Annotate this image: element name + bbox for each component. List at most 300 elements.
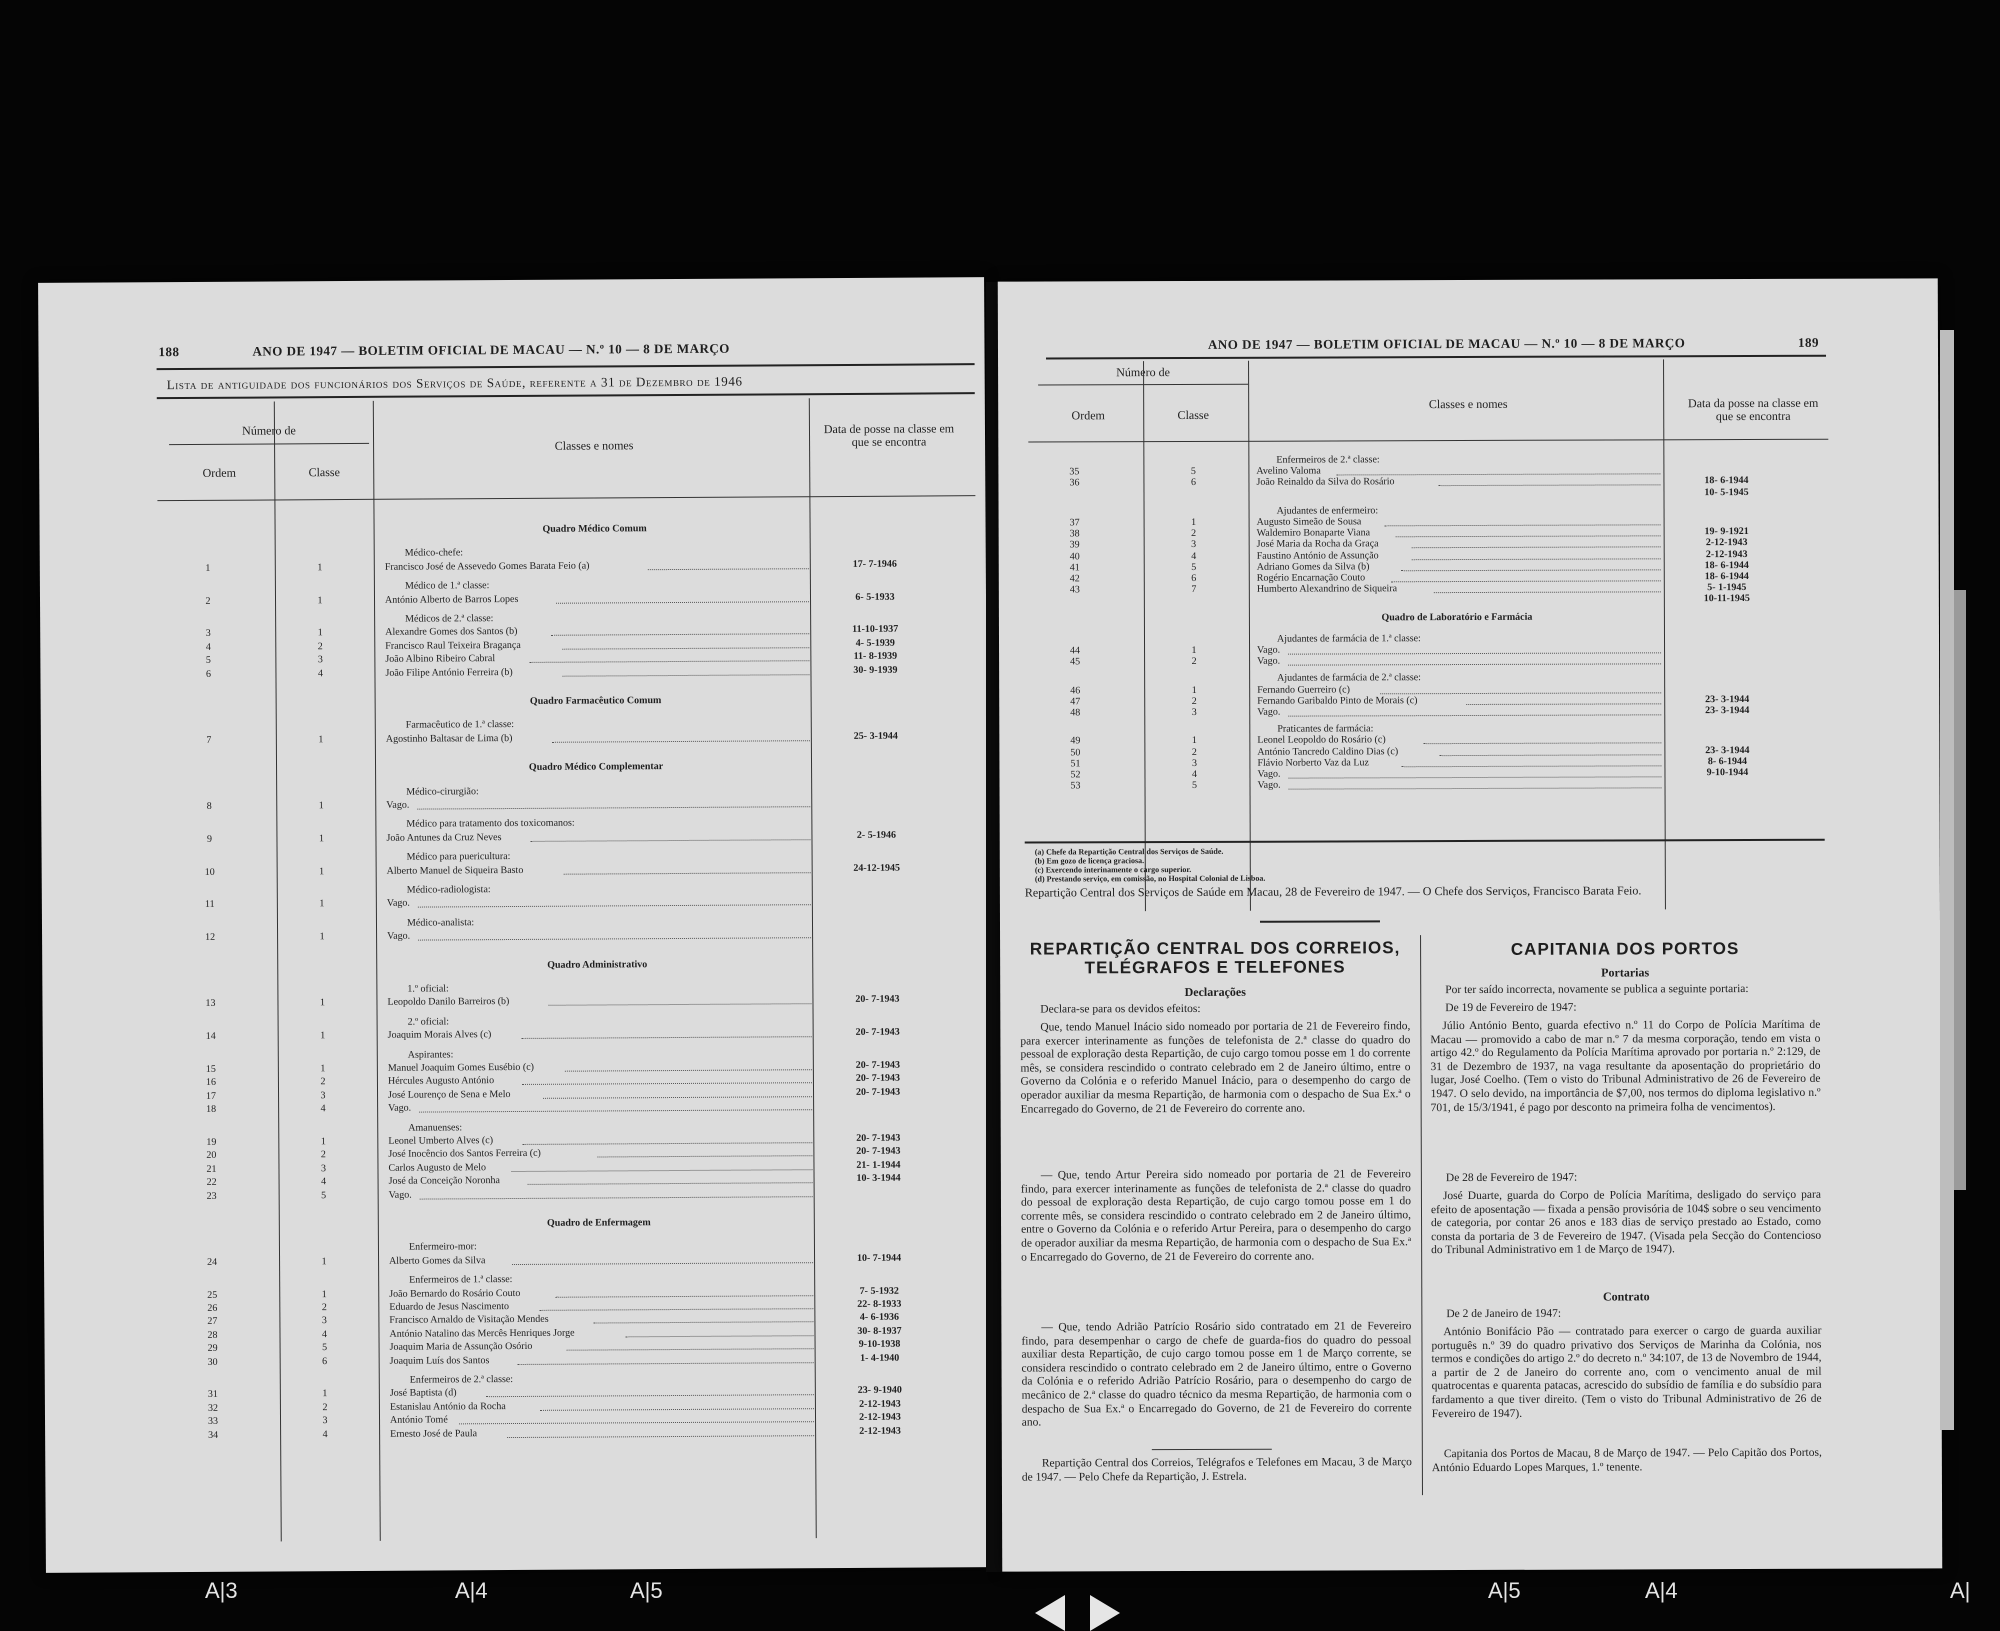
ordem-cell: 20 xyxy=(193,1150,229,1162)
prev-arrow-icon[interactable] xyxy=(1035,1595,1065,1631)
name-cell: Rogério Encarnação Couto xyxy=(1257,572,1365,584)
classe-cell: 1 xyxy=(312,931,332,943)
leader-dots xyxy=(555,1286,813,1298)
col-divider xyxy=(1663,359,1666,909)
footnote: (a) Chefe da Repartição Central dos Serviços de Saúde. xyxy=(1035,847,1224,858)
table-row xyxy=(44,1252,990,1270)
name-cell: João Filipe António Ferreira (b) xyxy=(385,667,512,680)
date-cell: 18- 6-1944 xyxy=(1687,571,1767,583)
capitania-date-1: De 19 de Fevereiro de 1947: xyxy=(1445,1001,1820,1016)
classe-cell: 2 xyxy=(1184,696,1204,708)
name-cell: Faustino António de Assunção xyxy=(1257,550,1379,562)
classe-cell: 1 xyxy=(312,998,332,1010)
ordem-cell: 14 xyxy=(193,1031,229,1043)
ordem-cell: 24 xyxy=(194,1257,230,1269)
date-cell: 21- 1-1944 xyxy=(838,1159,918,1171)
classe-cell: 4 xyxy=(314,1176,334,1188)
classe-cell: 1 xyxy=(1184,517,1204,529)
name-cell: Humberto Alexandrino de Siqueira xyxy=(1257,583,1397,595)
category-label: Médicos de 2.ª classe: xyxy=(405,613,493,626)
ordem-cell: 42 xyxy=(1057,573,1093,585)
leader-dots xyxy=(530,651,810,663)
ordem-cell: 23 xyxy=(194,1190,230,1202)
date-cell: 11- 8-1939 xyxy=(835,651,915,663)
category-label: Amanuenses: xyxy=(408,1122,462,1134)
col-classe: Classe xyxy=(1143,409,1243,422)
ordem-cell: 9 xyxy=(191,834,227,846)
category-label: Médico-chefe: xyxy=(405,548,463,560)
ordem-cell: 36 xyxy=(1056,478,1092,490)
leader-dots xyxy=(1440,745,1662,756)
category-label: Praticantes de farmácia: xyxy=(1277,724,1373,736)
name-cell: António Tomé xyxy=(390,1415,448,1427)
col-data: Data da posse na classe em que se encontra xyxy=(1678,397,1828,424)
name-cell: Fernando Garibaldo Pinto de Morais (c) xyxy=(1257,695,1417,708)
leader-dots xyxy=(551,625,809,637)
date-cell: 18- 6-1944 xyxy=(1686,475,1766,487)
classe-cell: 2 xyxy=(1184,747,1204,759)
leader-dots xyxy=(543,1087,812,1099)
name-cell: Vago. xyxy=(1257,656,1280,668)
ordem-cell: 40 xyxy=(1057,551,1093,563)
category-label: Médico de 1.ª classe: xyxy=(405,580,489,593)
classe-cell: 1 xyxy=(310,628,330,640)
capitania-closing: Capitania dos Portos de Macau, 8 de Março de 1947. — Pelo Capitão dos Portos, António Eduardo Lopes Marques, 1.º tenente. xyxy=(1432,1447,1822,1476)
left-page xyxy=(38,277,992,1573)
leader-dots xyxy=(626,1326,814,1337)
ordem-cell: 35 xyxy=(1056,467,1092,479)
name-cell: José Lourenço de Sena e Melo xyxy=(388,1089,511,1102)
ordem-cell: 50 xyxy=(1057,747,1093,759)
table-row xyxy=(999,593,1939,608)
correios-paragraph-1: Que, tendo Manuel Inácio sido nomeado por portaria de 21 de Fevereiro findo, para exercer interinamente as funções de telefonista de 2.ª classe do quadro do pessoal de exploração desta Repartição, de cujo cargo tomou posse em 1 do corrente mês, se considera rescindido o contrato celebrado em 2 de Janeiro último, entre o Governo da Colónia e o referido Manuel Inácio, para o desempenho do cargo de operador auxiliar da mesma Repartição, de harmonia com o despacho de Sua Ex.ª o Encarregado do Governo, de 21 de Fevereiro do corrente ano. xyxy=(1020,1020,1410,1117)
category-label: Enfermeiros de 1.ª classe: xyxy=(409,1274,512,1287)
left-page-number: 188 xyxy=(158,344,179,360)
name-cell: Vago. xyxy=(387,898,410,910)
classe-cell: 3 xyxy=(313,1090,333,1102)
date-cell: 4- 6-1936 xyxy=(839,1312,919,1324)
table-row xyxy=(42,927,988,945)
category-label: Ajudantes de farmácia de 1.ª classe: xyxy=(1277,633,1421,646)
name-cell: Hércules Augusto António xyxy=(388,1076,494,1089)
name-cell: Fernando Guerreiro (c) xyxy=(1257,684,1350,696)
right-page-number: 189 xyxy=(1798,335,1819,351)
ordem-cell: 30 xyxy=(195,1356,231,1368)
leader-dots xyxy=(1402,756,1662,767)
table-row xyxy=(42,895,988,913)
classe-cell: 2 xyxy=(313,1150,333,1162)
leader-dots xyxy=(1396,527,1661,538)
name-cell: Joaquim Maria de Assunção Osório xyxy=(390,1341,533,1354)
right-running-head xyxy=(998,334,1938,337)
leader-dots xyxy=(1423,734,1661,745)
section-title: Quadro de Laboratório e Farmácia xyxy=(1257,611,1657,623)
date-cell: 2- 5-1946 xyxy=(836,829,916,841)
leader-dots xyxy=(1288,767,1661,778)
next-arrow-icon[interactable] xyxy=(1090,1595,1120,1631)
ordem-cell: 46 xyxy=(1057,685,1093,697)
col-numero: Número de xyxy=(1038,366,1248,380)
capitania-paragraph-3: António Bonifácio Pão — contratado para exercer o cargo de guarda auxiliar português n.º 39 do quadro privativo dos Serviços de Marinha da Colónia, nos termos e condições do artigo 2.º do decreto n.º 34:107, de 13 de Novembro de 1944, a partir de 2 de Janeiro do corrente ano, com o vencimento anual de mil quatrocentas e quarenta patacas, acrescido do subsídio de família e do subsídio para fardamento a que tiver direito. (Tem o visto do Tribunal Administrativo de 26 de Fevereiro de 1947). xyxy=(1431,1325,1821,1422)
classe-cell: 1 xyxy=(311,800,331,812)
name-cell: Vago. xyxy=(1257,769,1280,781)
classe-cell: 1 xyxy=(313,1063,333,1075)
ordem-cell: 38 xyxy=(1057,529,1093,541)
ordem-cell: 26 xyxy=(194,1303,230,1315)
title-rule xyxy=(157,392,975,399)
leader-dots xyxy=(1288,779,1661,790)
ordem-cell: 5 xyxy=(190,655,226,667)
classe-cell: 2 xyxy=(315,1402,335,1414)
date-cell: 6- 5-1933 xyxy=(835,591,915,603)
ordem-cell: 15 xyxy=(193,1064,229,1076)
classe-cell: 3 xyxy=(315,1415,335,1427)
date-cell: 17- 7-1946 xyxy=(835,558,915,570)
category-label: Ajudantes de enfermeiro: xyxy=(1277,505,1379,517)
date-cell: 10- 5-1945 xyxy=(1686,487,1766,499)
date-cell: 2-12-1943 xyxy=(1687,537,1767,549)
date-cell: 23- 3-1944 xyxy=(1687,705,1767,717)
name-cell: Carlos Augusto de Melo xyxy=(388,1162,486,1175)
table-row xyxy=(40,591,986,609)
leader-dots xyxy=(518,1353,814,1365)
capitania-subheading: Portarias xyxy=(1430,965,1820,981)
left-running-title: ANO DE 1947 — BOLETIM OFICIAL DE MACAU — N.º 10 — 8 DE MARÇO xyxy=(252,341,729,360)
classe-cell: 7 xyxy=(1184,584,1204,596)
name-cell: João Bernardo do Rosário Couto xyxy=(389,1288,520,1301)
table-row xyxy=(999,704,1939,719)
classe-cell: 1 xyxy=(311,833,331,845)
numero-rule xyxy=(169,443,369,445)
category-label: 1.º oficial: xyxy=(407,983,448,995)
footnote: (b) Em gozo de licença graciosa. xyxy=(1035,856,1144,866)
classe-cell: 1 xyxy=(313,1030,333,1042)
date-cell: 25- 3-1944 xyxy=(836,730,916,742)
classe-cell: 2 xyxy=(310,641,330,653)
date-cell: 10- 3-1944 xyxy=(839,1173,919,1185)
ordem-cell: 41 xyxy=(1057,562,1093,574)
leader-dots xyxy=(1401,560,1661,571)
date-cell: 19- 9-1921 xyxy=(1687,526,1767,538)
col-ordem: Ordem xyxy=(169,466,269,480)
leader-dots xyxy=(1380,683,1661,694)
classe-cell: 2 xyxy=(1184,656,1204,668)
classe-cell: 1 xyxy=(310,562,330,574)
name-cell: João Reinaldo da Silva do Rosário xyxy=(1256,477,1394,489)
list-title: Lista de antiguidade dos funcionários dos Serviços de Saúde, referente a 31 de Dezembro de 1946 xyxy=(167,372,977,393)
col-nomes: Classes e nomes xyxy=(1258,397,1678,411)
classe-cell: 1 xyxy=(310,595,330,607)
name-cell: Avelino Valoma xyxy=(1256,466,1320,478)
table-row xyxy=(40,558,986,576)
leader-dots xyxy=(562,665,809,677)
capitania-subheading-2: Contrato xyxy=(1431,1289,1821,1305)
right-page xyxy=(998,278,1942,1571)
footnote: (c) Exercendo interinamente o cargo superior. xyxy=(1035,865,1191,876)
leader-dots xyxy=(528,1173,813,1185)
category-label: Ajudantes de farmácia de 2.ª classe: xyxy=(1277,673,1421,686)
ordem-cell: 17 xyxy=(193,1091,229,1103)
leader-dots xyxy=(1412,549,1661,560)
ruler-mark: A|3 xyxy=(205,1578,238,1604)
date-cell: 23- 3-1944 xyxy=(1687,694,1767,706)
date-cell: 22- 8-1933 xyxy=(839,1299,919,1311)
name-cell: Waldemiro Bonaparte Viana xyxy=(1257,528,1370,540)
date-cell: 10- 7-1944 xyxy=(839,1252,919,1264)
ordem-cell: 53 xyxy=(1057,781,1093,793)
classe-cell: 1 xyxy=(312,899,332,911)
date-cell: 11-10-1937 xyxy=(835,624,915,636)
leader-dots xyxy=(507,1426,814,1438)
ruler-mark: A|4 xyxy=(1645,1578,1678,1604)
leader-dots xyxy=(531,830,811,842)
classe-cell: 5 xyxy=(314,1190,334,1202)
col-divider xyxy=(1143,361,1146,911)
ordem-cell: 51 xyxy=(1057,758,1093,770)
ordem-cell: 6 xyxy=(190,668,226,680)
leader-dots xyxy=(511,1160,812,1172)
name-cell: António Natalino das Mercês Henriques Jorge xyxy=(389,1327,574,1340)
colhead-rule xyxy=(157,495,975,501)
right-running-title: ANO DE 1947 — BOLETIM OFICIAL DE MACAU — N.º 10 — 8 DE MARÇO xyxy=(1208,335,1685,353)
leader-dots xyxy=(1385,515,1661,526)
classe-cell: 3 xyxy=(1184,707,1204,719)
category-label: Farmacêutico de 1.ª classe: xyxy=(406,719,514,732)
leader-dots xyxy=(563,863,810,875)
date-cell: 20- 7-1943 xyxy=(838,1060,918,1072)
date-cell: 24-12-1945 xyxy=(837,862,917,874)
capitania-intro: Por ter saído incorrecta, novamente se publica a seguinte portaria: xyxy=(1445,983,1820,998)
col-divider xyxy=(1248,361,1251,911)
ordem-cell: 49 xyxy=(1057,736,1093,748)
ordem-cell: 16 xyxy=(193,1077,229,1089)
date-cell: 30- 8-1937 xyxy=(839,1325,919,1337)
right-table-body xyxy=(998,278,1938,281)
date-cell: 20- 7-1943 xyxy=(838,1073,918,1085)
leader-dots xyxy=(1390,571,1660,582)
name-cell: João Antunes da Cruz Neves xyxy=(386,832,501,845)
name-cell: Vago. xyxy=(1257,645,1280,657)
classe-cell: 5 xyxy=(1184,780,1204,792)
name-cell: António Tancredo Caldino Dias (c) xyxy=(1257,746,1398,758)
date-cell: 20- 7-1943 xyxy=(838,1086,918,1098)
page-edges xyxy=(1940,330,1980,1430)
correios-closing: Repartição Central dos Correios, Telégrafos e Telefones em Macau, 3 de Março de 1947. — Pelo Chefe da Repartição, J. Estrela. xyxy=(1022,1456,1412,1485)
leader-dots xyxy=(562,638,809,650)
saude-signature: Repartição Central dos Serviços de Saúde em Macau, 28 de Fevereiro de 1947. — O Chefe dos Serviços, Francisco Barata Feio. xyxy=(1025,884,1825,900)
classe-cell: 5 xyxy=(1184,562,1204,574)
col-nomes: Classes e nomes xyxy=(379,438,809,454)
classe-cell: 3 xyxy=(1184,758,1204,770)
name-cell: Manuel Joaquim Gomes Eusébio (c) xyxy=(388,1062,534,1075)
leader-dots xyxy=(539,1299,813,1311)
date-cell: 18- 6-1944 xyxy=(1687,560,1767,572)
table-row xyxy=(998,486,1938,501)
classe-cell: 3 xyxy=(1184,539,1204,551)
ordem-cell: 2 xyxy=(190,595,226,607)
section-title: Quadro Médico Complementar xyxy=(386,760,806,774)
date-cell: 30- 9-1939 xyxy=(835,664,915,676)
correios-heading: REPARTIÇÃO CENTRAL DOS CORREIOS, TELÉGRAFOS E TELEFONES xyxy=(1020,938,1410,977)
name-cell: Alexandre Gomes dos Santos (b) xyxy=(385,626,517,639)
classe-cell: 6 xyxy=(1184,573,1204,585)
classe-cell: 1 xyxy=(1184,645,1204,657)
name-cell: Joaquim Morais Alves (c) xyxy=(388,1029,492,1042)
table-row xyxy=(43,1026,989,1044)
date-cell: 4- 5-1939 xyxy=(835,637,915,649)
col-numero: Número de xyxy=(169,424,369,438)
ordem-cell: 32 xyxy=(195,1403,231,1415)
date-cell: 8- 6-1944 xyxy=(1687,756,1767,768)
ordem-cell: 34 xyxy=(195,1429,231,1441)
ordem-cell: 28 xyxy=(194,1330,230,1342)
head-rule xyxy=(157,363,975,370)
classe-cell: 2 xyxy=(1184,528,1204,540)
leader-dots xyxy=(566,1339,813,1351)
leader-dots xyxy=(418,928,811,940)
classe-cell: 1 xyxy=(313,1136,333,1148)
classe-cell: 1 xyxy=(1184,685,1204,697)
correios-intro: Declara-se para os devidos efeitos: xyxy=(1040,1002,1410,1017)
leader-dots xyxy=(1288,655,1661,666)
date-cell: 23- 9-1940 xyxy=(840,1385,920,1397)
separator-rule xyxy=(1260,920,1380,922)
classe-cell: 4 xyxy=(310,668,330,680)
category-label: Médico para tratamento dos toxicomanos: xyxy=(406,818,574,831)
ordem-cell: 45 xyxy=(1057,657,1093,669)
classe-cell: 3 xyxy=(314,1316,334,1328)
separator-rule xyxy=(1152,1449,1272,1450)
ordem-cell: 27 xyxy=(194,1316,230,1328)
category-label: Médico-cirurgião: xyxy=(406,786,479,798)
ruler-mark: A| xyxy=(1950,1578,1970,1604)
ordem-cell: 4 xyxy=(190,642,226,654)
name-cell: Leonel Leopoldo do Rosário (c) xyxy=(1257,735,1385,747)
name-cell: Vago. xyxy=(387,931,410,943)
name-cell: Francisco Raul Teixeira Bragança xyxy=(385,640,521,653)
classe-cell: 5 xyxy=(1183,466,1203,478)
col-classe: Classe xyxy=(279,466,369,480)
name-cell: Francisco Arnaldo de Visitação Mendes xyxy=(389,1314,548,1327)
ordem-cell: 39 xyxy=(1057,540,1093,552)
classe-cell: 4 xyxy=(313,1103,333,1115)
classe-cell: 1 xyxy=(314,1289,334,1301)
leader-dots xyxy=(522,1133,812,1145)
leader-dots xyxy=(486,1386,814,1398)
date-cell: 20- 7-1943 xyxy=(837,994,917,1006)
category-label: Médico para puericultura: xyxy=(407,851,511,864)
col-ordem: Ordem xyxy=(1038,409,1138,422)
date-cell: 2-12-1943 xyxy=(840,1412,920,1424)
table-row xyxy=(41,796,987,814)
ordem-cell: 7 xyxy=(191,735,227,747)
name-cell: António Alberto de Barros Lopes xyxy=(385,594,518,607)
name-cell: Leonel Umberto Alves (c) xyxy=(388,1135,493,1148)
name-cell: Adriano Gomes da Silva (b) xyxy=(1257,561,1370,573)
name-cell: Vago. xyxy=(386,800,409,812)
name-cell: José Maria da Rocha da Graça xyxy=(1257,539,1379,551)
ordem-cell: 43 xyxy=(1057,585,1093,597)
date-cell: 20- 7-1943 xyxy=(838,1146,918,1158)
classe-cell: 1 xyxy=(312,866,332,878)
classe-cell: 4 xyxy=(1184,551,1204,563)
name-cell: Leopoldo Danilo Barreiros (b) xyxy=(387,996,509,1009)
ordem-cell: 31 xyxy=(195,1389,231,1401)
ordem-cell: 48 xyxy=(1057,707,1093,719)
classe-cell: 1 xyxy=(1184,735,1204,747)
ruler-mark: A|5 xyxy=(630,1578,663,1604)
colhead-rule xyxy=(1028,439,1828,443)
date-cell: 9-10-1938 xyxy=(840,1339,920,1351)
leader-dots xyxy=(1288,643,1661,654)
date-cell: 9-10-1944 xyxy=(1687,767,1767,779)
classe-cell: 1 xyxy=(311,734,331,746)
date-cell: 1- 4-1940 xyxy=(840,1352,920,1364)
ordem-cell: 11 xyxy=(192,899,228,911)
column-divider xyxy=(1420,935,1423,1495)
classe-cell: 1 xyxy=(315,1388,335,1400)
leader-dots xyxy=(1466,694,1661,705)
ordem-cell: 22 xyxy=(194,1177,230,1189)
date-cell: 23- 3-1944 xyxy=(1687,745,1767,757)
category-label: Médico-analista: xyxy=(407,917,474,929)
ordem-cell: 8 xyxy=(191,801,227,813)
ordem-cell: 29 xyxy=(195,1343,231,1355)
name-cell: Francisco José de Assevedo Gomes Barata Feio (a) xyxy=(385,560,590,573)
section-title: Quadro Médico Comum xyxy=(385,522,805,536)
footnotes xyxy=(998,278,1938,281)
classe-cell: 5 xyxy=(315,1342,335,1354)
name-cell: Augusto Simeão de Sousa xyxy=(1257,516,1362,528)
name-cell: José Inocêncio dos Santos Ferreira (c) xyxy=(388,1148,541,1161)
ruler-mark: A|5 xyxy=(1488,1578,1521,1604)
leader-dots xyxy=(522,1074,812,1086)
classe-cell: 2 xyxy=(313,1077,333,1089)
table-row xyxy=(999,654,1939,669)
category-label: Aspirantes: xyxy=(408,1049,454,1061)
name-cell: Joaquim Luís dos Santos xyxy=(390,1355,490,1368)
ordem-cell: 52 xyxy=(1057,769,1093,781)
name-cell: Vago. xyxy=(1257,780,1280,792)
date-cell: 20- 7-1943 xyxy=(838,1133,918,1145)
capitania-date-3: De 2 de Janeiro de 1947: xyxy=(1446,1307,1821,1322)
capitania-paragraph-2: José Duarte, guarda do Corpo de Polícia Marítima, desligado do serviço para efeito de aposentação — fixada a pensão provisória de 104$ sobre o seu vencimento de categoria, por contar 26 anos e 183 dias de serviço prestado ao Estado, como consta da portaria de 3 de Fevereiro de 1947. (Visada pela Secção do Contencioso do Tribunal Administrativo em 1 de Março de 1947). xyxy=(1431,1189,1821,1258)
date-cell: 7- 5-1932 xyxy=(839,1285,919,1297)
classe-cell: 4 xyxy=(314,1329,334,1341)
leader-dots xyxy=(1434,583,1661,594)
date-cell: 2-12-1943 xyxy=(840,1398,920,1410)
leader-dots xyxy=(512,1253,813,1265)
ordem-cell: 3 xyxy=(190,628,226,640)
date-cell: 20- 7-1943 xyxy=(838,1027,918,1039)
category-label: Enfermeiro-mor: xyxy=(409,1242,477,1254)
leader-dots xyxy=(417,797,810,809)
name-cell: Ernesto José de Paula xyxy=(390,1428,477,1441)
leader-dots xyxy=(521,1027,811,1039)
leader-dots xyxy=(1336,465,1660,476)
date-cell: 2-12-1943 xyxy=(840,1425,920,1437)
leader-dots xyxy=(565,1060,812,1072)
capitania-date-2: De 28 de Fevereiro de 1947: xyxy=(1446,1171,1821,1186)
name-cell: Alberto Manuel de Siqueira Basto xyxy=(387,865,524,878)
name-cell: Eduardo de Jesus Nascimento xyxy=(389,1301,509,1314)
ordem-cell: 18 xyxy=(193,1104,229,1116)
table-row xyxy=(42,993,988,1011)
table-row xyxy=(41,730,987,748)
date-cell: 5- 1-1945 xyxy=(1687,582,1767,594)
ordem-cell: 1 xyxy=(190,563,226,575)
ordem-cell: 33 xyxy=(195,1416,231,1428)
